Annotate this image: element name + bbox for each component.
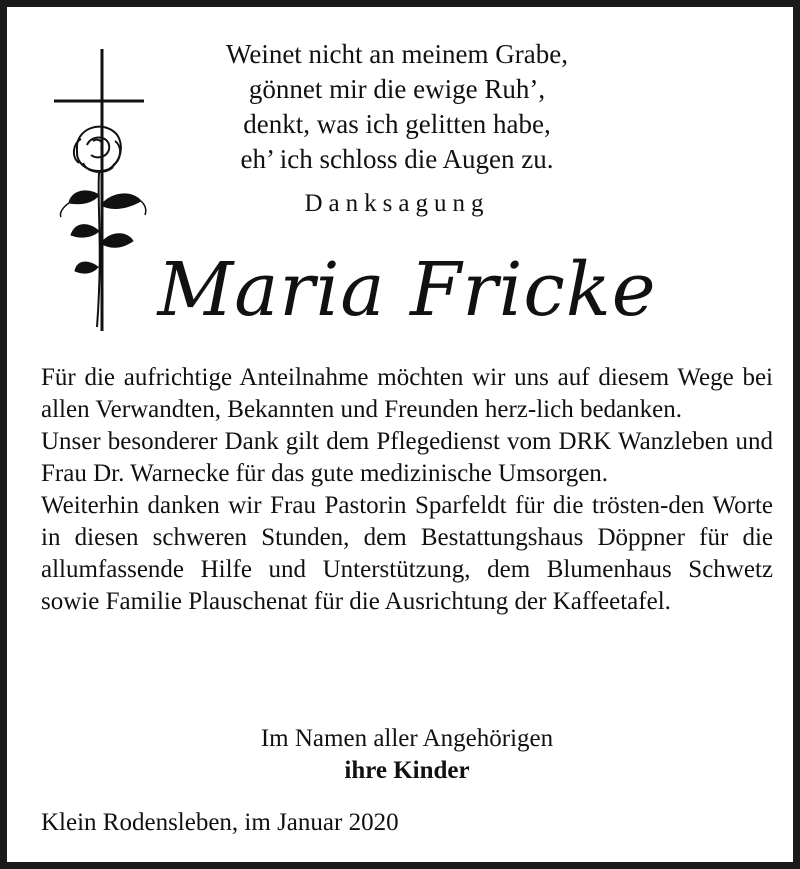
paragraph: Unser besonderer Dank gilt dem Pflegedienst vom DRK Wanzleben und Frau Dr. Warnecke für das gute medizinische Umsorgen. xyxy=(41,428,773,487)
deceased-name: Maria Fricke xyxy=(157,247,657,333)
place-and-date: Klein Rodensleben, im Januar 2020 xyxy=(41,809,399,836)
poem-line: gönnet mir die ewige Ruh’, xyxy=(248,74,546,104)
poem-line: eh’ ich schloss die Augen zu. xyxy=(240,144,554,174)
closing-line: Im Namen aller Angehörigen xyxy=(260,725,554,752)
cross-with-rose-icon xyxy=(47,45,157,335)
thanks-text xyxy=(41,362,773,618)
signature-block xyxy=(157,723,657,787)
heading-danksagung: Danksagung xyxy=(304,190,490,217)
paragraph: Weiterhin danken wir Frau Pastorin Sparfeldt für die trösten-den Worte in diesen schweren Stunden, dem Bestattungshaus Döppner für die allumfassende Hilfe und Unterstützung, dem Blumenhaus Schwetz sowie Familie Plauschenat für die Ausrichtung der Kaffeetafel. xyxy=(41,492,773,615)
signed-by: ihre Kinder xyxy=(344,757,470,784)
memorial-poem xyxy=(157,37,637,177)
poem-line: Weinet nicht an meinem Grabe, xyxy=(226,39,568,69)
poem-line: denkt, was ich gelitten habe, xyxy=(243,109,551,139)
paragraph: Für die aufrichtige Anteilnahme möchten wir uns auf diesem Wege bei allen Verwandten, Bekannten und Freunden herz-lich bedanken. xyxy=(41,364,773,423)
